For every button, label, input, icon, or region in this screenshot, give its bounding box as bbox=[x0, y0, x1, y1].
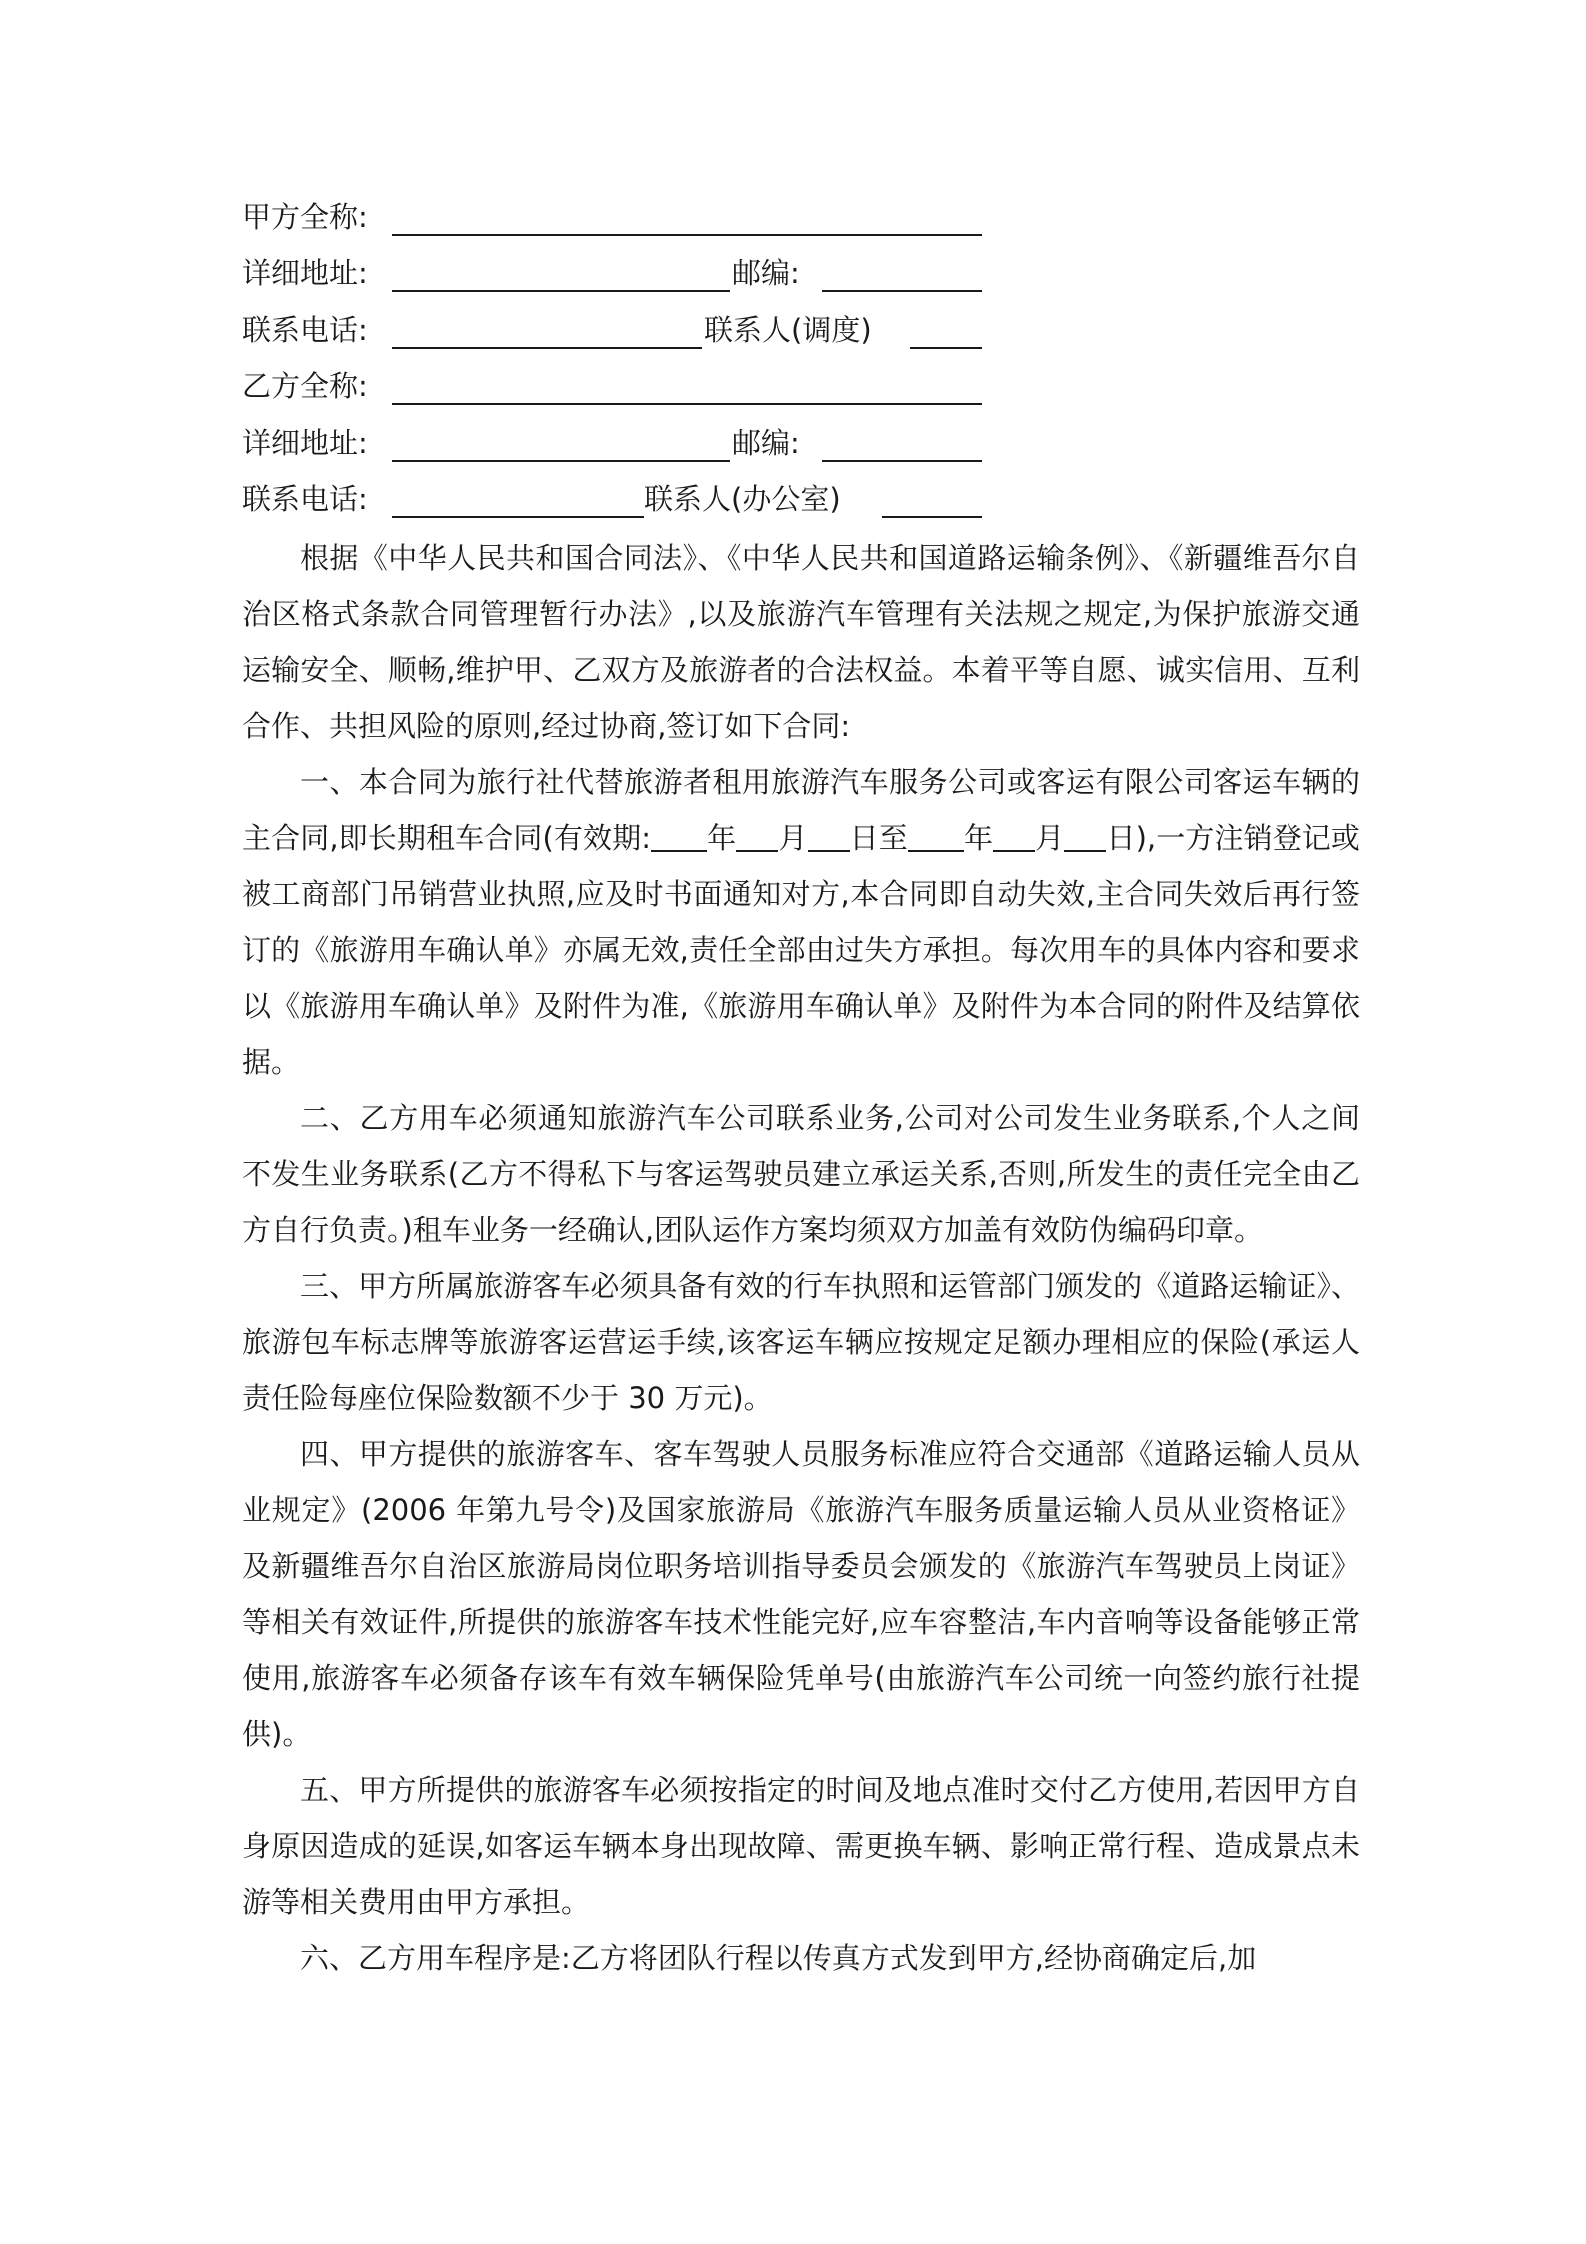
party-b-postcode-field[interactable] bbox=[822, 460, 982, 462]
article-1-month-2: 月 bbox=[1035, 821, 1065, 855]
validity-start-year-field[interactable] bbox=[651, 820, 707, 852]
contract-body bbox=[242, 530, 1360, 1986]
party-b-name-label: 乙方全称: bbox=[242, 369, 368, 403]
party-a-contact-label: 联系人(调度) bbox=[704, 313, 872, 347]
article-1-year-2: 年 bbox=[963, 821, 994, 855]
party-a-address-label: 详细地址: bbox=[242, 256, 368, 290]
party-a-name-row bbox=[242, 197, 982, 237]
party-b-phone-field[interactable] bbox=[392, 516, 644, 518]
article-1-day-1: 日至 bbox=[849, 821, 908, 855]
party-b-contact-label: 联系人(办公室) bbox=[644, 482, 841, 516]
article-1-text-a: 一、本合同为旅行社代替旅游者租用旅游汽车服务公司或客运有限公司客运车辆的主合同,即长期租车合同(有效期: bbox=[242, 765, 1360, 855]
validity-start-month-field[interactable] bbox=[736, 820, 778, 852]
article-6-paragraph: 六、乙方用车程序是:乙方将团队行程以传真方式发到甲方,经协商确定后,加 bbox=[300, 1941, 1257, 1975]
party-b-phone-row bbox=[242, 479, 982, 519]
article-1-month-1: 月 bbox=[778, 821, 808, 855]
validity-end-day-field[interactable] bbox=[1064, 820, 1106, 852]
party-b-name-row bbox=[242, 366, 982, 406]
party-a-postcode-field[interactable] bbox=[822, 290, 982, 292]
party-a-address-field[interactable] bbox=[392, 290, 730, 292]
article-4-paragraph: 四、甲方提供的旅游客车、客车驾驶人员服务标准应符合交通部《道路运输人员从业规定》(2006 年第九号令)及国家旅游局《旅游汽车服务质量运输人员从业资格证》及新疆维吾尔自治区旅游局岗位职务培训指导委员会颁发的《旅游汽车驾驶员上岗证》等相关有效证件,所提供的旅游客车技术性能完好,应车容整洁,车内音响等设备能够正常使用,旅游客车必须备存该车有效车辆保险凭单号(由旅游汽车公司统一向签约旅行社提供)。 bbox=[242, 1437, 1360, 1751]
party-b-address-field[interactable] bbox=[392, 460, 730, 462]
article-1-day-2: 日 bbox=[1106, 821, 1136, 855]
party-b-address-label: 详细地址: bbox=[242, 426, 368, 460]
party-a-postcode-label: 邮编: bbox=[732, 256, 800, 290]
party-b-contact-field[interactable] bbox=[882, 516, 982, 518]
party-a-contact-field[interactable] bbox=[910, 347, 982, 349]
party-b-address-row bbox=[242, 423, 982, 463]
article-1-year-1: 年 bbox=[707, 821, 737, 855]
party-a-phone-row bbox=[242, 310, 982, 350]
party-a-address-row bbox=[242, 253, 982, 293]
party-b-name-field[interactable] bbox=[392, 403, 982, 405]
validity-end-month-field[interactable] bbox=[993, 820, 1035, 852]
party-b-phone-label: 联系电话: bbox=[242, 482, 368, 516]
article-1-text-b: ),一方注销登记或被工商部门吊销营业执照,应及时书面通知对方,本合同即自动失效,主合同失效后再行签订的《旅游用车确认单》亦属无效,责任全部由过失方承担。每次用车的具体内容和要求以《旅游用车确认单》及附件为准,《旅游用车确认单》及附件为本合同的附件及结算依据。 bbox=[242, 821, 1360, 1079]
validity-start-day-field[interactable] bbox=[808, 820, 850, 852]
article-1-paragraph bbox=[242, 754, 1360, 1090]
party-a-name-label: 甲方全称: bbox=[242, 200, 368, 234]
article-5-paragraph: 五、甲方所提供的旅游客车必须按指定的时间及地点准时交付乙方使用,若因甲方自身原因造成的延误,如客运车辆本身出现故障、需更换车辆、影响正常行程、造成景点未游等相关费用由甲方承担。 bbox=[242, 1773, 1360, 1919]
party-b-postcode-label: 邮编: bbox=[732, 426, 800, 460]
party-a-phone-label: 联系电话: bbox=[242, 313, 368, 347]
validity-end-year-field[interactable] bbox=[908, 820, 964, 852]
party-a-phone-field[interactable] bbox=[392, 347, 702, 349]
article-3-paragraph: 三、甲方所属旅游客车必须具备有效的行车执照和运管部门颁发的《道路运输证》、旅游包车标志牌等旅游客运营运手续,该客运车辆应按规定足额办理相应的保险(承运人责任险每座位保险数额不少于 30 万元)。 bbox=[242, 1269, 1360, 1415]
article-2-paragraph: 二、乙方用车必须通知旅游汽车公司联系业务,公司对公司发生业务联系,个人之间不发生业务联系(乙方不得私下与客运驾驶员建立承运关系,否则,所发生的责任完全由乙方自行负责。)租车业务一经确认,团队运作方案均须双方加盖有效防伪编码印章。 bbox=[242, 1101, 1360, 1247]
intro-paragraph: 根据《中华人民共和国合同法》、《中华人民共和国道路运输条例》、《新疆维吾尔自治区格式条款合同管理暂行办法》,以及旅游汽车管理有关法规之规定,为保护旅游交通运输安全、顺畅,维护甲、乙双方及旅游者的合法权益。本着平等自愿、诚实信用、互利合作、共担风险的原则,经过协商,签订如下合同: bbox=[242, 541, 1360, 743]
party-a-name-field[interactable] bbox=[392, 234, 982, 236]
